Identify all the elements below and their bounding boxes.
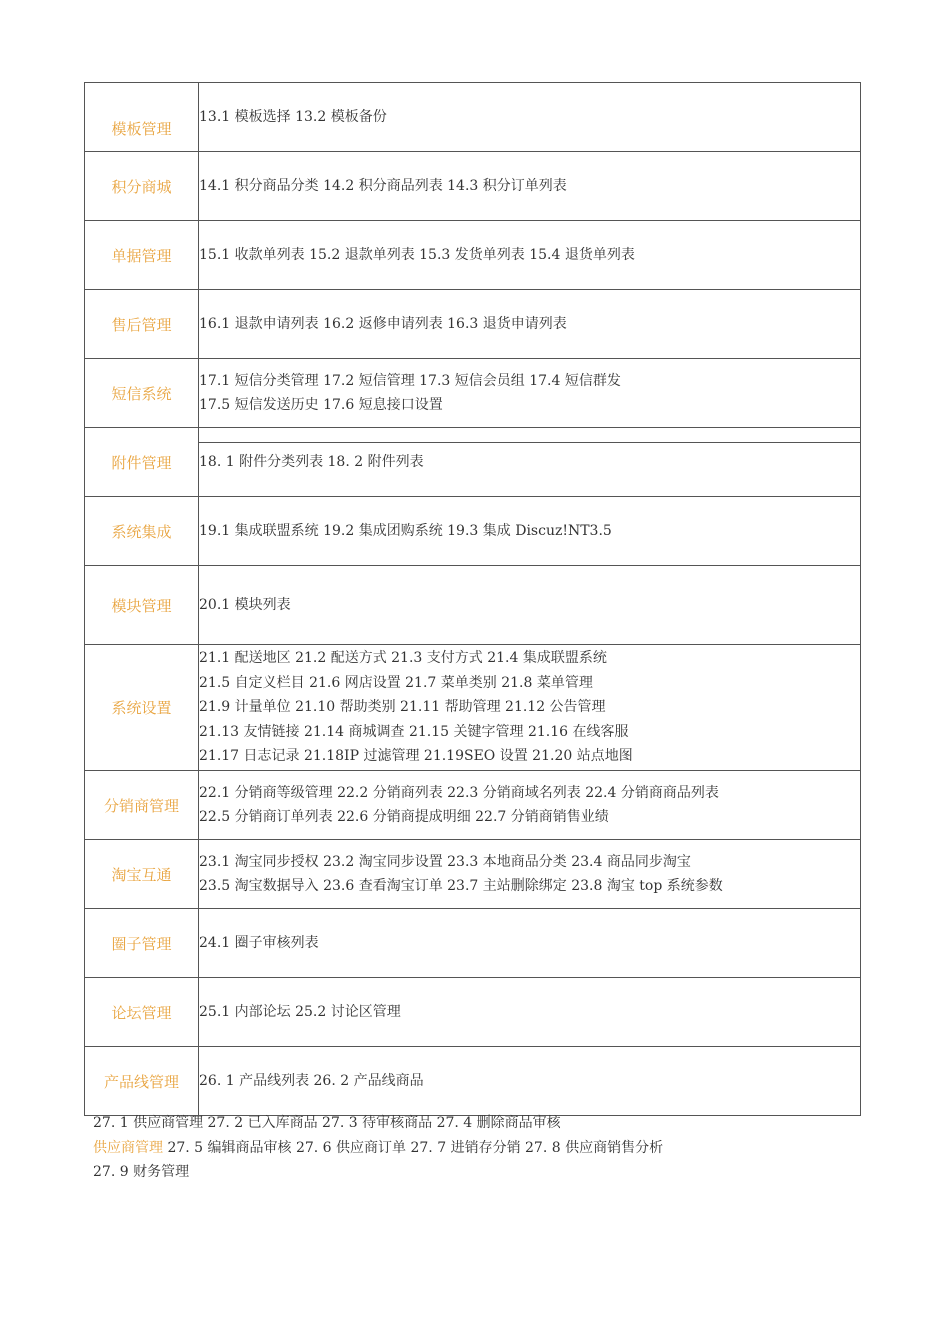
supplier-line-3: 27. 9 财务管理 bbox=[93, 1164, 190, 1180]
table-row bbox=[85, 1047, 861, 1116]
item-line: 16.1 退款申请列表 16.2 返修申请列表 16.3 退货申请列表 bbox=[199, 315, 567, 332]
module-items bbox=[199, 221, 861, 290]
supplier-line-2-rest: 27. 5 编辑商品审核 27. 6 供应商订单 27. 7 进销存分销 27. 8 供应商销售分析 bbox=[163, 1139, 664, 1156]
item-line: 24.1 圈子审核列表 bbox=[199, 934, 319, 951]
table-row bbox=[85, 566, 861, 645]
module-table bbox=[84, 82, 861, 1116]
table-row bbox=[85, 497, 861, 566]
module-items bbox=[199, 1047, 861, 1116]
module-name: 分销商管理 bbox=[85, 771, 199, 840]
module-name: 淘宝互通 bbox=[85, 840, 199, 909]
table-row bbox=[85, 290, 861, 359]
table-row bbox=[85, 909, 861, 978]
table-row bbox=[85, 152, 861, 221]
module-name: 系统集成 bbox=[85, 497, 199, 566]
module-items bbox=[199, 566, 861, 645]
module-items bbox=[199, 645, 861, 771]
item-line: 15.1 收款单列表 15.2 退款单列表 15.3 发货单列表 15.4 退货单列表 bbox=[199, 246, 635, 263]
module-name: 模块管理 bbox=[85, 566, 199, 645]
item-line: 23.5 淘宝数据导入 23.6 查看淘宝订单 23.7 主站删除绑定 23.8 淘宝 top 系统参数 bbox=[199, 878, 723, 894]
item-line: 21.17 日志记录 21.18IP 过滤管理 21.19SEO 设置 21.20 站点地图 bbox=[199, 748, 633, 765]
item-line: 13.1 模板选择 13.2 模板备份 bbox=[199, 108, 387, 125]
module-name: 产品线管理 bbox=[85, 1047, 199, 1116]
item-line: 14.1 积分商品分类 14.2 积分商品列表 14.3 积分订单列表 bbox=[199, 177, 567, 194]
table-row bbox=[85, 840, 861, 909]
table-row bbox=[85, 645, 861, 771]
item-line: 20.1 模块列表 bbox=[199, 596, 291, 613]
module-items bbox=[199, 840, 861, 909]
module-name: 单据管理 bbox=[85, 221, 199, 290]
module-name: 圈子管理 bbox=[85, 909, 199, 978]
item-line: 18. 1 附件分类列表 18. 2 附件列表 bbox=[199, 453, 424, 470]
module-name: 模板管理 bbox=[85, 83, 199, 152]
item-line: 22.1 分销商等级管理 22.2 分销商列表 22.3 分销商域名列表 22.4 分销商商品列表 bbox=[199, 784, 719, 801]
item-line: 21.1 配送地区 21.2 配送方式 21.3 支付方式 21.4 集成联盟系统 bbox=[199, 650, 607, 667]
table-row bbox=[85, 978, 861, 1047]
item-line: 26. 1 产品线列表 26. 2 产品线商品 bbox=[199, 1072, 424, 1089]
module-name: 短信系统 bbox=[85, 359, 199, 428]
module-name: 附件管理 bbox=[85, 428, 199, 497]
table-row bbox=[85, 771, 861, 840]
table-row bbox=[85, 359, 861, 428]
module-items bbox=[199, 771, 861, 840]
item-line: 25.1 内部论坛 25.2 讨论区管理 bbox=[199, 1003, 401, 1020]
module-name: 论坛管理 bbox=[85, 978, 199, 1047]
supplier-line-2 bbox=[93, 1136, 663, 1161]
module-items bbox=[199, 359, 861, 428]
module-name: 积分商城 bbox=[85, 152, 199, 221]
module-items bbox=[199, 428, 861, 497]
item-line: 21.9 计量单位 21.10 帮助类别 21.11 帮助管理 21.12 公告管理 bbox=[199, 699, 606, 716]
item-line: 17.5 短信发送历史 17.6 短息接口设置 bbox=[199, 397, 443, 413]
module-items bbox=[199, 978, 861, 1047]
module-name: 售后管理 bbox=[85, 290, 199, 359]
module-items bbox=[199, 909, 861, 978]
item-line: 21.13 友情链接 21.14 商城调查 21.15 关键字管理 21.16 在线客服 bbox=[199, 723, 629, 740]
module-name: 系统设置 bbox=[85, 645, 199, 771]
item-line: 17.1 短信分类管理 17.2 短信管理 17.3 短信会员组 17.4 短信群发 bbox=[199, 372, 621, 389]
item-line: 23.1 淘宝同步授权 23.2 淘宝同步设置 23.3 本地商品分类 23.4 商品同步淘宝 bbox=[199, 853, 691, 870]
table-row bbox=[85, 428, 861, 497]
module-items bbox=[199, 497, 861, 566]
table-row bbox=[85, 221, 861, 290]
item-line: 21.5 自定义栏目 21.6 网店设置 21.7 菜单类别 21.8 菜单管理 bbox=[199, 674, 593, 691]
item-line: 19.1 集成联盟系统 19.2 集成团购系统 19.3 集成 Discuz!NT3.5 bbox=[199, 522, 612, 539]
supplier-module-name: 供应商管理 bbox=[93, 1139, 163, 1156]
table-row bbox=[85, 83, 861, 152]
module-items bbox=[199, 290, 861, 359]
module-items bbox=[199, 83, 861, 152]
module-items bbox=[199, 152, 861, 221]
supplier-line-1: 27. 1 供应商管理 27. 2 已入库商品 27. 3 待审核商品 27. 4 删除商品审核 bbox=[93, 1115, 561, 1131]
item-line: 22.5 分销商订单列表 22.6 分销商提成明细 22.7 分销商销售业绩 bbox=[199, 809, 609, 825]
supplier-section bbox=[93, 1111, 663, 1185]
